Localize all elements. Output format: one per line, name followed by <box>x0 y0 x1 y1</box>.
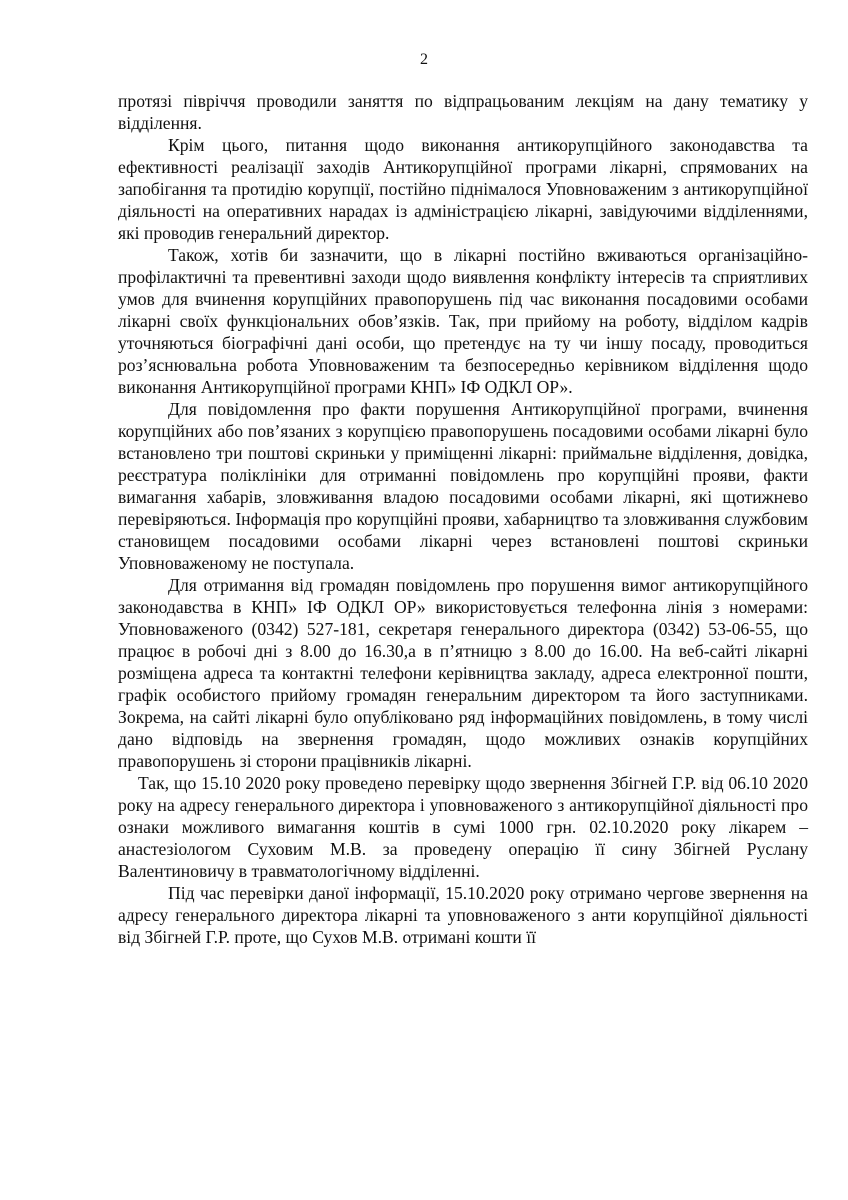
paragraph-phone-line: Для отримання від громадян повідомлень про порушення вимог антикорупційного законодавства в КНП» ІФ ОДКЛ ОР» використовується телефонна лінія з номерами: Уповноваженого (0342) 527-181, секретаря генерального директора (0342) 53-06-55, що працює в робочі дні з 8.00 до 16.30,а в п’ятницю з 8.00 до 16.00. На веб-сайті лікарні розміщена адреса та контактні телефони керівництва закладу, адреса електронної пошти, графік особистого прийому громадян генеральним директором та його заступниками. Зокрема, на сайті лікарні було опубліковано ряд інформаційних повідомлень, в тому числі дано відповідь на звернення громадян, щодо можливих ознаків корупційних правопорушень зі сторони працівників лікарні. <box>118 575 808 771</box>
paragraph-prevention-measures: Також, хотів би зазначити, що в лікарні постійно вживаються організаційно-профілактичні та превентивні заходи щодо виявлення конфлікту інтересів та сприятливих умов для вчинення корупційних правопорушень під час виконання посадовими особами лікарні своїх функціональних обов’язків. Так, при прийому на роботу, відділом кадрів уточняються біографічні дані особи, що претендує на ту чи іншу посаду, проводиться роз’яснювальна робота Уповноваженим та безпосередньо керівником відділення щодо виконання Антикорупційної програми КНП» ІФ ОДКЛ ОР». <box>118 245 808 397</box>
document-body <box>118 90 808 948</box>
paragraph-second-complaint: Під час перевірки даної інформації, 15.10.2020 року отримано чергове звернення на адресу генерального директора лікарні та уповноваженого з анти корупційної діяльності від Збігней Г.Р. проте, що Сухов М.В. отримані кошти її <box>118 883 808 947</box>
paragraph-anticorruption-meetings: Крім цього, питання щодо виконання антикорупційного законодавства та ефективності реалізації заходів Антикорупційної програми лікарні, спрямованих на запобігання та протидію корупції, постійно піднімалося Уповноваженим з антикорупційної діяльності на оперативних нарадах із адміністрацією лікарні, завідуючими відділеннями, які проводив генеральний директор. <box>118 135 808 243</box>
paragraph-complaint-check: Так, що 15.10 2020 року проведено перевірку щодо звернення Збігней Г.Р. від 06.10 2020 року на адресу генерального директора і уповноваженого з антикорупційної діяльності про ознаки можливого вимагання коштів в сумі 1000 грн. 02.10.2020 року лікарем –анастезіологом Суховим М.В. за проведену операцію її сину Збігней Руслану Валентиновичу в травматологічному відділенні. <box>118 773 808 881</box>
paragraph-mailboxes: Для повідомлення про факти порушення Антикорупційної програми, вчинення корупційних або пов’язаних з корупцією правопорушень посадовими особами лікарні було встановлено три поштові скриньки у приміщенні лікарні: приймальне відділення, довідка, реєстратура поліклініки для отриманні повідомлень про корупційні прояви, факти вимагання хабарів, зловживання владою посадовими особами лікарні, які щотижнево перевіряються. Інформація про корупційні прояви, хабарництво та зловживання службовим становищем посадовими особами лікарні через встановлені поштові скриньки Уповноваженому не поступала. <box>118 399 808 573</box>
paragraph-continuation: протязі півріччя проводили заняття по відпрацьованим лекціям на дану тематику у відділення. <box>118 91 808 133</box>
page-number: 2 <box>420 51 428 68</box>
